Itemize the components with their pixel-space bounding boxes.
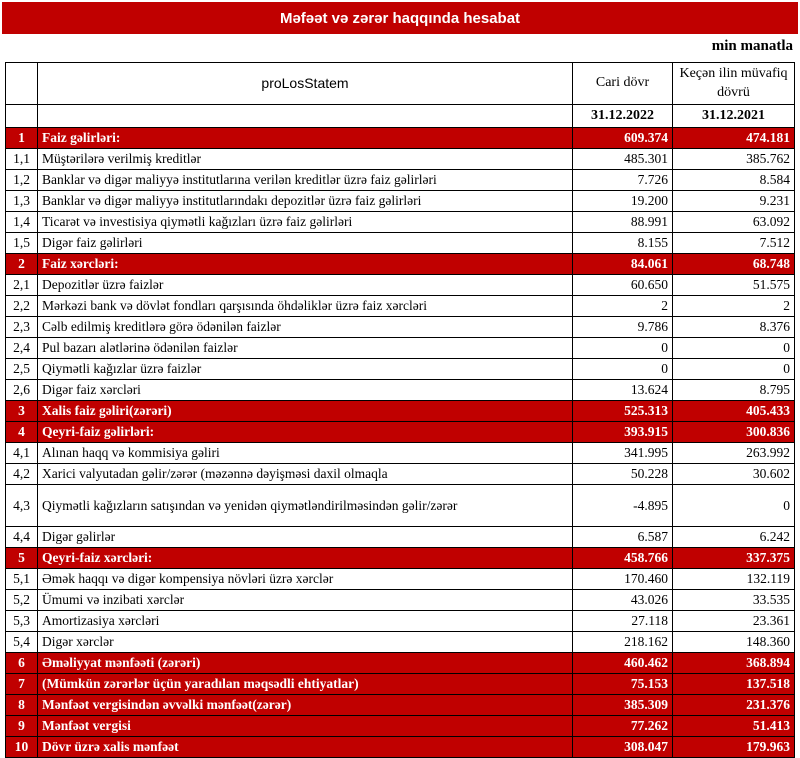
row-value-previous: 6.242	[673, 527, 795, 548]
row-number: 1,1	[6, 149, 38, 170]
row-value-previous: 0	[673, 485, 795, 527]
row-value-current: 0	[573, 338, 673, 359]
row-value-current: 341.995	[573, 443, 673, 464]
table-row	[6, 527, 795, 548]
row-value-current: 60.650	[573, 275, 673, 296]
row-label: (Mümkün zərərlər üçün yaradılan məqsədli ehtiyatlar)	[38, 674, 573, 695]
table-row	[6, 695, 795, 716]
table-row	[6, 716, 795, 737]
row-value-current: 8.155	[573, 233, 673, 254]
row-value-current: -4.895	[573, 485, 673, 527]
row-number: 4,2	[6, 464, 38, 485]
table-row	[6, 485, 795, 527]
row-number: 10	[6, 737, 38, 758]
row-value-current: 27.118	[573, 611, 673, 632]
row-number: 5,2	[6, 590, 38, 611]
row-number: 4,1	[6, 443, 38, 464]
row-label: Müştərilərə verilmiş kreditlər	[38, 149, 573, 170]
row-label: Dövr üzrə xalis mənfəət	[38, 737, 573, 758]
row-value-previous: 474.181	[673, 128, 795, 149]
row-number: 4	[6, 422, 38, 443]
row-number: 2,5	[6, 359, 38, 380]
row-number: 1,2	[6, 170, 38, 191]
profit-loss-table	[5, 62, 795, 758]
table-row	[6, 737, 795, 758]
row-value-current: 19.200	[573, 191, 673, 212]
current-period-date: 31.12.2022	[573, 105, 673, 128]
row-number: 1,5	[6, 233, 38, 254]
row-value-previous: 263.992	[673, 443, 795, 464]
table-row	[6, 254, 795, 275]
row-label: Xarici valyutadan gəlir/zərər (məzənnə dəyişməsi daxil olmaqla	[38, 464, 573, 485]
table-row	[6, 443, 795, 464]
row-value-previous: 0	[673, 359, 795, 380]
date-row	[6, 105, 795, 128]
row-number: 3	[6, 401, 38, 422]
table-row	[6, 317, 795, 338]
row-value-current: 6.587	[573, 527, 673, 548]
row-number: 2,3	[6, 317, 38, 338]
table-row	[6, 170, 795, 191]
table-row	[6, 191, 795, 212]
table-row	[6, 380, 795, 401]
row-label: Ümumi və inzibati xərclər	[38, 590, 573, 611]
row-number: 1	[6, 128, 38, 149]
row-value-current: 385.309	[573, 695, 673, 716]
row-value-previous: 51.413	[673, 716, 795, 737]
row-label: Mərkəzi bank və dövlət fondları qarşısında öhdəliklər üzrə faiz xərcləri	[38, 296, 573, 317]
row-number: 5,4	[6, 632, 38, 653]
table-body	[6, 128, 795, 758]
row-value-current: 50.228	[573, 464, 673, 485]
row-value-previous: 337.375	[673, 548, 795, 569]
row-value-current: 84.061	[573, 254, 673, 275]
row-value-current: 460.462	[573, 653, 673, 674]
table-row	[6, 128, 795, 149]
row-value-previous: 8.584	[673, 170, 795, 191]
row-value-current: 13.624	[573, 380, 673, 401]
row-value-current: 75.153	[573, 674, 673, 695]
row-label: Amortizasiya xərcləri	[38, 611, 573, 632]
table-row	[6, 401, 795, 422]
row-value-previous: 51.575	[673, 275, 795, 296]
table-row	[6, 296, 795, 317]
row-label: Digər xərclər	[38, 632, 573, 653]
row-value-current: 525.313	[573, 401, 673, 422]
row-label: Xalis faiz gəliri(zərəri)	[38, 401, 573, 422]
row-number: 5,1	[6, 569, 38, 590]
row-value-current: 2	[573, 296, 673, 317]
table-row	[6, 275, 795, 296]
row-number: 7	[6, 674, 38, 695]
row-number: 5	[6, 548, 38, 569]
row-label: Qiymətli kağızların satışından və yenidən qiymətləndirilməsindən gəlir/zərər	[38, 485, 573, 527]
row-number: 1,3	[6, 191, 38, 212]
row-label: Digər faiz xərcləri	[38, 380, 573, 401]
row-label: Qiymətli kağızlar üzrə faizlər	[38, 359, 573, 380]
row-label: Faiz xərcləri:	[38, 254, 573, 275]
table-row	[6, 422, 795, 443]
row-value-current: 308.047	[573, 737, 673, 758]
table-row	[6, 338, 795, 359]
header-statement-name: proLosStatem	[38, 63, 573, 105]
row-number: 2,1	[6, 275, 38, 296]
row-value-previous: 8.795	[673, 380, 795, 401]
table-header	[6, 63, 795, 128]
row-label: Banklar və digər maliyyə institutlarına verilən kreditlər üzrə faiz gəlirləri	[38, 170, 573, 191]
row-number: 4,4	[6, 527, 38, 548]
row-label: Əmək haqqı və digər kompensiya növləri üzrə xərclər	[38, 569, 573, 590]
row-label: Qeyri-faiz gəlirləri:	[38, 422, 573, 443]
row-value-previous: 137.518	[673, 674, 795, 695]
table-row	[6, 590, 795, 611]
table-row	[6, 674, 795, 695]
report-title-bar	[2, 2, 798, 34]
table-row	[6, 233, 795, 254]
row-value-previous: 8.376	[673, 317, 795, 338]
row-label: Alınan haqq və kommisiya gəliri	[38, 443, 573, 464]
row-number: 9	[6, 716, 38, 737]
row-value-current: 218.162	[573, 632, 673, 653]
header-current-period: Cari dövr	[573, 63, 673, 105]
row-value-current: 170.460	[573, 569, 673, 590]
row-value-previous: 23.361	[673, 611, 795, 632]
table-row	[6, 569, 795, 590]
row-label: Mənfəət vergisi	[38, 716, 573, 737]
row-number: 5,3	[6, 611, 38, 632]
row-value-previous: 9.231	[673, 191, 795, 212]
row-label: Digər gəlirlər	[38, 527, 573, 548]
date-label-cell	[38, 105, 573, 128]
row-value-previous: 148.360	[673, 632, 795, 653]
row-number: 8	[6, 695, 38, 716]
table-row	[6, 212, 795, 233]
header-num-cell	[6, 63, 38, 105]
row-label: Banklar və digər maliyyə institutlarındakı depozitlər üzrə faiz gəlirləri	[38, 191, 573, 212]
row-value-previous: 385.762	[673, 149, 795, 170]
row-value-previous: 7.512	[673, 233, 795, 254]
row-label: Depozitlər üzrə faizlər	[38, 275, 573, 296]
report-title: Məfəət və zərər haqqında hesabat	[279, 9, 521, 27]
row-value-current: 458.766	[573, 548, 673, 569]
row-label: Qeyri-faiz xərcləri:	[38, 548, 573, 569]
row-value-previous: 405.433	[673, 401, 795, 422]
row-value-current: 9.786	[573, 317, 673, 338]
row-value-current: 0	[573, 359, 673, 380]
row-value-current: 485.301	[573, 149, 673, 170]
row-number: 2,4	[6, 338, 38, 359]
table-row	[6, 149, 795, 170]
row-value-previous: 0	[673, 338, 795, 359]
row-label: Faiz gəlirləri:	[38, 128, 573, 149]
unit-label: min manatla	[711, 38, 793, 54]
table-row	[6, 632, 795, 653]
row-value-previous: 300.836	[673, 422, 795, 443]
row-value-current: 609.374	[573, 128, 673, 149]
table-row	[6, 611, 795, 632]
header-previous-period: Keçən ilin müvafiq dövrü	[673, 63, 795, 105]
row-number: 2,6	[6, 380, 38, 401]
row-label: Ticarət və investisiya qiymətli kağızları üzrə faiz gəlirləri	[38, 212, 573, 233]
row-value-current: 43.026	[573, 590, 673, 611]
date-num-cell	[6, 105, 38, 128]
row-value-previous: 2	[673, 296, 795, 317]
row-value-previous: 132.119	[673, 569, 795, 590]
row-value-previous: 33.535	[673, 590, 795, 611]
row-label: Əməliyyat mənfəəti (zərəri)	[38, 653, 573, 674]
row-value-previous: 68.748	[673, 254, 795, 275]
row-value-previous: 231.376	[673, 695, 795, 716]
row-value-current: 7.726	[573, 170, 673, 191]
row-number: 6	[6, 653, 38, 674]
row-value-current: 77.262	[573, 716, 673, 737]
table-row	[6, 653, 795, 674]
row-label: Digər faiz gəlirləri	[38, 233, 573, 254]
row-value-previous: 179.963	[673, 737, 795, 758]
row-label: Pul bazarı alətlərinə ödənilən faizlər	[38, 338, 573, 359]
table-row	[6, 464, 795, 485]
row-value-previous: 30.602	[673, 464, 795, 485]
row-value-previous: 368.894	[673, 653, 795, 674]
row-number: 2	[6, 254, 38, 275]
row-value-current: 88.991	[573, 212, 673, 233]
table-row	[6, 548, 795, 569]
row-value-current: 393.915	[573, 422, 673, 443]
row-number: 2,2	[6, 296, 38, 317]
table-row	[6, 359, 795, 380]
row-label: Mənfəət vergisindən əvvəlki mənfəət(zərər)	[38, 695, 573, 716]
row-value-previous: 63.092	[673, 212, 795, 233]
row-label: Cəlb edilmiş kreditlərə görə ödənilən faizlər	[38, 317, 573, 338]
row-number: 4,3	[6, 485, 38, 527]
row-number: 1,4	[6, 212, 38, 233]
previous-period-date: 31.12.2021	[673, 105, 795, 128]
header-row	[6, 63, 795, 105]
